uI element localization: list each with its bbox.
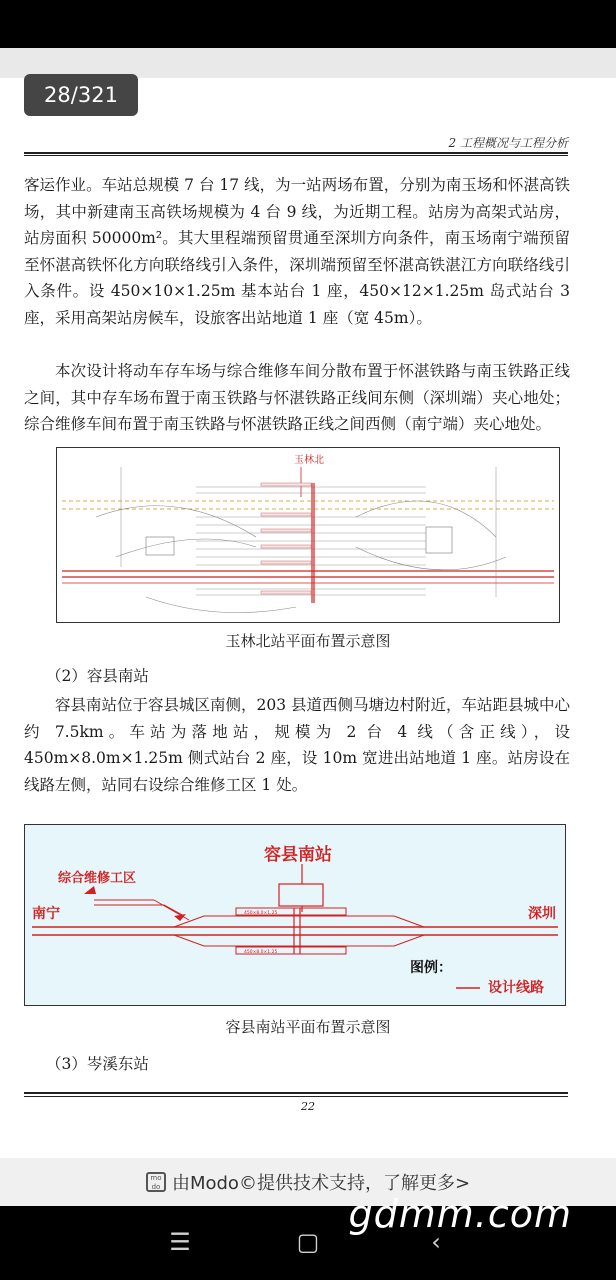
paragraph-depot-layout: 本次设计将动车存车场与综合维修车间分散布置于怀湛铁路与南玉铁路正线之间，其中存车场布置于南玉铁路与怀湛铁路正线间东侧（深圳端）夹心地处；综合维修车间布置于南玉铁路与怀湛铁路正线之间西侧（南宁端）夹心地处。 — [24, 362, 570, 433]
platform-dimension-top: 450×8.0×1.25 — [244, 911, 278, 916]
page-number: 22 — [301, 1100, 315, 1113]
legend-title: 图例： — [410, 960, 452, 976]
footer-rule — [24, 1092, 568, 1094]
rongxian-south-label: 容县南站 — [264, 845, 332, 865]
paragraph-rongxian-south: 容县南站位于容县城区南侧，203 县道西侧马塘边村附近，车站距县城中心约 7.5km。车站为落地站，规模为 2 台 4 线（含正线），设 450m×8.0m×1.25m 侧式站台 2 座，设 10m 宽进出站地道 1 座。站房设在线路左侧，站同右设综合维修工区 1 处。 — [24, 696, 571, 794]
figure1-caption: 玉林北站平面布置示意图 — [225, 632, 391, 650]
page-counter-badge[interactable]: 28/321 — [24, 74, 138, 116]
status-bar — [0, 0, 616, 48]
header-rule — [24, 152, 568, 154]
modo-logo-icon: mo do — [146, 1172, 166, 1192]
maintenance-depot-label: 综合维修工区 — [58, 871, 137, 886]
menu-icon[interactable]: ☰ — [169, 1228, 191, 1256]
section-heading-rongxian: （2）容县南站 — [46, 667, 149, 685]
rongxian-south-station-diagram — [24, 824, 566, 1006]
yulin-north-label: 玉林北 — [294, 455, 324, 466]
platform-dimension-bottom: 450×8.0×1.25 — [244, 950, 278, 955]
west-end-label: 南宁 — [32, 906, 60, 922]
paragraph-station-scale: 客运作业。车站总规模 7 台 17 线，为一站两场布置，分别为南玉场和怀湛高铁场，其中新建南玉高铁场规模为 4 台 9 线，为近期工程。站房为高架式站房，站房面积 50000m²。其大里程端预留贯通至深圳方向条件，南玉场南宁端预留至怀湛高铁怀化方向联络线引入条件，深圳端预留至怀湛高铁湛江方向联络线引入条件。设 450×10×1.25m 基本站台 1 座，450×12×1.25m 岛式站台 3 座，采用高架站房候车，设旅客出站地道 1 座（宽 45m）。 — [24, 176, 570, 327]
legend-design-line: 设计线路 — [488, 980, 544, 996]
home-icon[interactable]: ▢ — [296, 1228, 320, 1256]
footer-rule-thin — [24, 1096, 568, 1097]
header-rule-thin — [24, 155, 568, 156]
chapter-header: 2 工程概况与工程分析 — [448, 136, 568, 150]
section-heading-cenxi: （3）岑溪东站 — [46, 1055, 149, 1073]
back-icon[interactable]: ‹ — [431, 1228, 441, 1256]
site-watermark: gdmm.com — [348, 1192, 572, 1236]
east-end-label: 深圳 — [528, 906, 556, 922]
modo-banner-text[interactable]: 由Modo©提供技术支持，了解更多> — [171, 1173, 471, 1194]
figure2-caption: 容县南站平面布置示意图 — [225, 1018, 391, 1036]
yulin-north-station-diagram — [56, 447, 560, 623]
